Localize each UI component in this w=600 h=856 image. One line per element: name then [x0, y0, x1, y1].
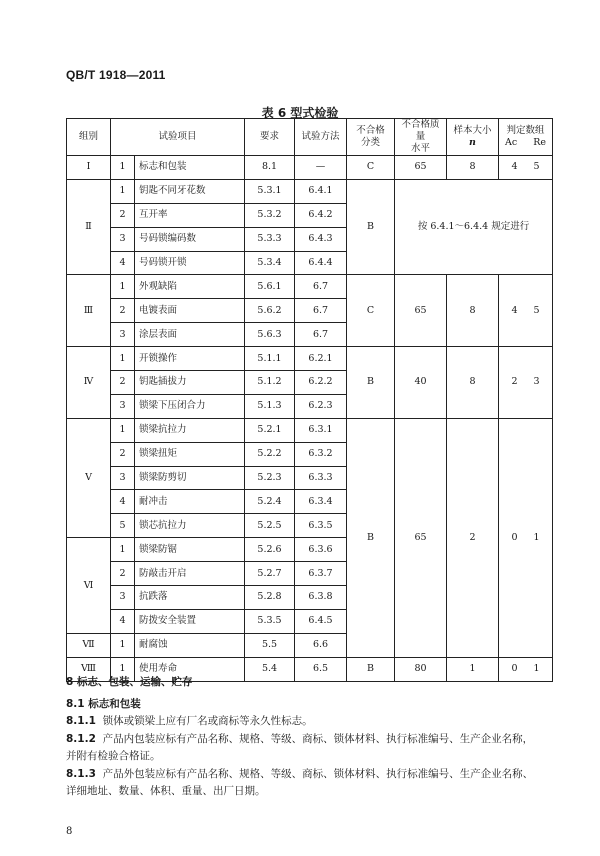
no-cell: 1 [111, 156, 135, 180]
sample-cell: 8 [447, 275, 499, 347]
sample-cell: 2 [447, 418, 499, 657]
class-cell: B [347, 418, 395, 657]
method-cell: 6.4.2 [295, 203, 347, 227]
sample-cell: 1 [447, 657, 499, 681]
para-8-1-3-text: 产品外包装应标有产品名称、规格、等级、商标、锁体材料、执行标准编号、生产企业名称、 [102, 768, 534, 780]
item-cell: 防敲击开启 [135, 562, 245, 586]
method-cell: 6.2.3 [295, 394, 347, 418]
aql-cell: 40 [395, 347, 447, 419]
group-cell: Ⅲ [67, 275, 111, 347]
item-cell: 开锁操作 [135, 347, 245, 371]
para-8-1-2 [66, 731, 533, 747]
no-cell: 1 [111, 418, 135, 442]
para-8-1-1 [66, 713, 313, 729]
ac-value: 4 [511, 161, 518, 173]
header-nc-class-l1: 不合格 [356, 125, 385, 136]
req-cell: 5.2.2 [245, 442, 295, 466]
ac-value: 2 [511, 376, 518, 388]
no-cell: 3 [111, 394, 135, 418]
aql-cell: 65 [395, 418, 447, 657]
no-cell: 3 [111, 323, 135, 347]
table-row [67, 347, 553, 371]
re-value: 5 [533, 304, 540, 316]
header-acre [501, 137, 550, 149]
item-cell: 锁梁防锯 [135, 538, 245, 562]
item-cell: 电镀表面 [135, 299, 245, 323]
item-cell: 号码锁编码数 [135, 227, 245, 251]
note-cell: 按 6.4.1～6.4.4 规定进行 [395, 179, 553, 275]
header-ac: Ac [505, 137, 518, 148]
para-8-1-1-text: 锁体或锁梁上应有厂名或商标等永久性标志。 [102, 715, 313, 727]
item-cell: 标志和包装 [135, 156, 245, 180]
para-8-1-1-number: 8.1.1 [66, 715, 96, 727]
item-cell: 钥匙插拔力 [135, 371, 245, 395]
method-cell: 6.7 [295, 275, 347, 299]
header-item: 试验项目 [111, 119, 245, 156]
acre-cell [499, 657, 553, 681]
item-cell: 涂层表面 [135, 323, 245, 347]
method-cell: 6.4.3 [295, 227, 347, 251]
header-sample-l2: n [469, 137, 476, 148]
header-sample [447, 119, 499, 156]
req-cell: 5.2.7 [245, 562, 295, 586]
acre-cell [499, 347, 553, 419]
re-value: 1 [533, 663, 540, 675]
method-cell: 6.2.1 [295, 347, 347, 371]
method-cell: 6.3.2 [295, 442, 347, 466]
ac-value: 4 [511, 304, 518, 316]
group-cell: Ⅱ [67, 179, 111, 275]
header-nc-level-l1: 不合格质量 [401, 119, 440, 142]
method-cell: 6.4.1 [295, 179, 347, 203]
group-cell: Ⅴ [67, 418, 111, 537]
no-cell: 3 [111, 227, 135, 251]
method-cell: 6.5 [295, 657, 347, 681]
item-cell: 钥匙不同牙花数 [135, 179, 245, 203]
re-value: 3 [533, 376, 540, 388]
method-cell: 6.3.4 [295, 490, 347, 514]
table-header-row [67, 119, 553, 156]
no-cell: 4 [111, 609, 135, 633]
no-cell: 2 [111, 203, 135, 227]
no-cell: 2 [111, 562, 135, 586]
page-number: 8 [66, 826, 73, 837]
item-cell: 使用寿命 [135, 657, 245, 681]
header-nc-class [347, 119, 395, 156]
method-cell: 6.7 [295, 299, 347, 323]
class-cell: B [347, 657, 395, 681]
header-group: 组别 [67, 119, 111, 156]
header-nc-level [395, 119, 447, 156]
req-cell: 5.6.3 [245, 323, 295, 347]
no-cell: 1 [111, 275, 135, 299]
item-cell: 锁梁扭矩 [135, 442, 245, 466]
method-cell: 6.3.5 [295, 514, 347, 538]
header-judge-l1: 判定数组 [506, 125, 545, 136]
method-cell: 6.4.4 [295, 251, 347, 275]
type-inspection-table [66, 118, 553, 682]
req-cell: 5.5 [245, 633, 295, 657]
req-cell: 5.6.1 [245, 275, 295, 299]
para-8-1-2-cont: 并附有检验合格证。 [66, 750, 161, 762]
header-req: 要求 [245, 119, 295, 156]
re-value: 5 [533, 161, 540, 173]
req-cell: 5.1.3 [245, 394, 295, 418]
aql-cell: 65 [395, 275, 447, 347]
sample-cell: 8 [447, 156, 499, 180]
method-cell: 6.2.2 [295, 371, 347, 395]
req-cell: 5.3.4 [245, 251, 295, 275]
item-cell: 锁芯抗拉力 [135, 514, 245, 538]
req-cell: 5.4 [245, 657, 295, 681]
para-8-1-2-text: 产品内包装应标有产品名称、规格、等级、商标、锁体材料、执行标准编号、生产企业名称， [102, 733, 534, 745]
item-cell: 号码锁开锁 [135, 251, 245, 275]
item-cell: 锁梁防剪切 [135, 466, 245, 490]
no-cell: 1 [111, 538, 135, 562]
req-cell: 5.2.4 [245, 490, 295, 514]
item-cell: 锁梁下压闭合力 [135, 394, 245, 418]
no-cell: 2 [111, 371, 135, 395]
no-cell: 2 [111, 442, 135, 466]
method-cell: 6.4.5 [295, 609, 347, 633]
header-method: 试验方法 [295, 119, 347, 156]
req-cell: 5.2.5 [245, 514, 295, 538]
acre-cell [499, 418, 553, 657]
no-cell: 3 [111, 586, 135, 610]
req-cell: 8.1 [245, 156, 295, 180]
method-cell: 6.3.6 [295, 538, 347, 562]
group-cell: Ⅷ [67, 657, 111, 681]
header-re: Re [533, 137, 546, 148]
req-cell: 5.2.6 [245, 538, 295, 562]
item-cell: 锁梁抗拉力 [135, 418, 245, 442]
table-row [67, 179, 553, 203]
section-8-title: 8 标志、包装、运输、贮存 [66, 676, 193, 688]
no-cell: 2 [111, 299, 135, 323]
no-cell: 1 [111, 347, 135, 371]
no-cell: 5 [111, 514, 135, 538]
req-cell: 5.2.1 [245, 418, 295, 442]
class-cell: B [347, 347, 395, 419]
item-cell: 互开率 [135, 203, 245, 227]
header-judge [499, 119, 553, 156]
table-row [67, 156, 553, 180]
para-8-1-3-cont: 详细地址、数量、体积、重量、出厂日期。 [66, 785, 266, 797]
para-8-1-3 [66, 766, 533, 782]
standard-number: QB/T 1918—2011 [66, 68, 166, 82]
group-cell: Ⅶ [67, 633, 111, 657]
header-nc-class-l2: 分类 [361, 137, 381, 148]
aql-cell: 80 [395, 657, 447, 681]
acre-cell [499, 156, 553, 180]
req-cell: 5.2.8 [245, 586, 295, 610]
item-cell: 耐腐蚀 [135, 633, 245, 657]
no-cell: 1 [111, 179, 135, 203]
class-cell: C [347, 275, 395, 347]
req-cell: 5.1.2 [245, 371, 295, 395]
req-cell: 5.3.2 [245, 203, 295, 227]
item-cell: 抗跌落 [135, 586, 245, 610]
para-8-1-3-number: 8.1.3 [66, 768, 96, 780]
re-value: 1 [533, 531, 540, 543]
item-cell: 外观缺陷 [135, 275, 245, 299]
ac-value: 0 [511, 531, 518, 543]
method-cell: 6.3.1 [295, 418, 347, 442]
group-cell: Ⅰ [67, 156, 111, 180]
aql-cell: 65 [395, 156, 447, 180]
no-cell: 4 [111, 251, 135, 275]
class-cell: B [347, 179, 395, 275]
header-sample-l1: 样本大小 [453, 125, 492, 136]
method-cell: 6.3.8 [295, 586, 347, 610]
section-8-1-title: 8.1 标志和包装 [66, 698, 141, 710]
header-nc-level-l2: 水平 [411, 143, 431, 154]
ac-value: 0 [511, 663, 518, 675]
method-cell: 6.3.7 [295, 562, 347, 586]
table-row [67, 418, 553, 442]
group-cell: Ⅳ [67, 347, 111, 419]
no-cell: 4 [111, 490, 135, 514]
acre-cell [499, 275, 553, 347]
para-8-1-2-number: 8.1.2 [66, 733, 96, 745]
table-caption: 表 6 型式检验 [261, 106, 339, 120]
item-cell: 防拨安全装置 [135, 609, 245, 633]
group-cell: Ⅵ [67, 538, 111, 634]
req-cell: 5.3.5 [245, 609, 295, 633]
no-cell: 1 [111, 633, 135, 657]
sample-cell: 8 [447, 347, 499, 419]
table-row [67, 275, 553, 299]
req-cell: 5.3.3 [245, 227, 295, 251]
no-cell: 1 [111, 657, 135, 681]
class-cell: C [347, 156, 395, 180]
req-cell: 5.2.3 [245, 466, 295, 490]
method-cell: 6.7 [295, 323, 347, 347]
no-cell: 3 [111, 466, 135, 490]
req-cell: 5.6.2 [245, 299, 295, 323]
method-cell: — [295, 156, 347, 180]
method-cell: 6.6 [295, 633, 347, 657]
req-cell: 5.3.1 [245, 179, 295, 203]
req-cell: 5.1.1 [245, 347, 295, 371]
method-cell: 6.3.3 [295, 466, 347, 490]
item-cell: 耐冲击 [135, 490, 245, 514]
